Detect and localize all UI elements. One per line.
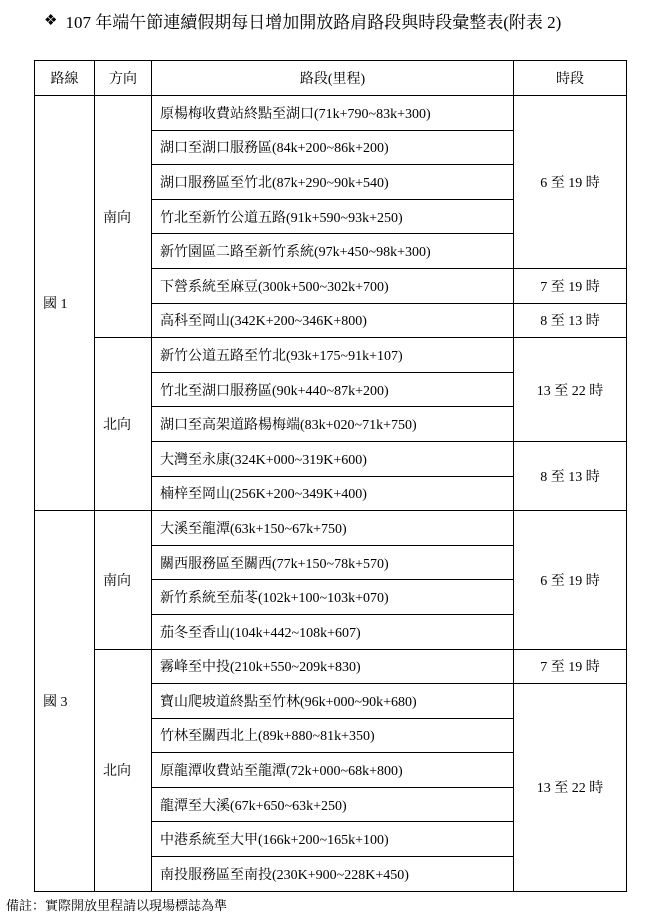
segment-cell: 中港系統至大甲(166k+200~165k+100)	[152, 822, 514, 857]
table-header-row	[35, 61, 627, 96]
segment-cell: 寶山爬坡道終點至竹林(96k+000~90k+680)	[152, 684, 514, 719]
segment-cell: 竹北至新竹公道五路(91k+590~93k+250)	[152, 199, 514, 234]
segment-cell: 楠梓至岡山(256K+200~349K+400)	[152, 476, 514, 511]
time-cell: 13 至 22 時	[514, 338, 627, 442]
segment-cell: 高科至岡山(342K+200~346K+800)	[152, 303, 514, 338]
segment-cell: 大溪至龍潭(63k+150~67k+750)	[152, 511, 514, 546]
direction-cell: 北向	[95, 338, 152, 511]
segment-cell: 新竹系統至茄苳(102k+100~103k+070)	[152, 580, 514, 615]
route-cell: 國 3	[35, 511, 95, 892]
time-cell: 6 至 19 時	[514, 511, 627, 649]
segment-cell: 原楊梅收費站終點至湖口(71k+790~83k+300)	[152, 96, 514, 131]
direction-cell: 南向	[95, 96, 152, 338]
segment-cell: 關西服務區至關西(77k+150~78k+570)	[152, 545, 514, 580]
footnote: 備註：實際開放里程請以現場標誌為準	[6, 898, 228, 913]
time-cell: 8 至 13 時	[514, 441, 627, 510]
segment-cell: 南投服務區至南投(230K+900~228K+450)	[152, 857, 514, 892]
shoulder-opening-table	[34, 60, 627, 892]
segment-cell: 湖口服務區至竹北(87k+290~90k+540)	[152, 165, 514, 200]
time-cell: 13 至 22 時	[514, 684, 627, 892]
route-cell: 國 1	[35, 96, 95, 511]
table-row	[35, 96, 627, 131]
header-time: 時段	[514, 61, 627, 96]
segment-cell: 大灣至永康(324K+000~319K+600)	[152, 441, 514, 476]
document-title	[44, 8, 561, 33]
segment-cell: 湖口至湖口服務區(84k+200~86k+200)	[152, 130, 514, 165]
segment-cell: 下營系統至麻豆(300k+500~302k+700)	[152, 268, 514, 303]
segment-cell: 新竹園區二路至新竹系統(97k+450~98k+300)	[152, 234, 514, 269]
time-cell: 7 至 19 時	[514, 268, 627, 303]
direction-cell: 北向	[95, 649, 152, 891]
direction-cell: 南向	[95, 511, 152, 649]
table-row	[35, 338, 627, 373]
segment-cell: 霧峰至中投(210k+550~209k+830)	[152, 649, 514, 684]
table-row	[35, 511, 627, 546]
header-route: 路線	[35, 61, 95, 96]
segment-cell: 新竹公道五路至竹北(93k+175~91k+107)	[152, 338, 514, 373]
diamond-bullet-icon: ❖	[44, 13, 58, 29]
segment-cell: 龍潭至大溪(67k+650~63k+250)	[152, 787, 514, 822]
title-text: 107 年端午節連續假期每日增加開放路肩路段與時段彙整表(附表 2)	[65, 13, 562, 32]
segment-cell: 茄冬至香山(104k+442~108k+607)	[152, 614, 514, 649]
segment-cell: 湖口至高架道路楊梅端(83k+020~71k+750)	[152, 407, 514, 442]
segment-cell: 竹林至關西北上(89k+880~81k+350)	[152, 718, 514, 753]
segment-cell: 原龍潭收費站至龍潭(72k+000~68k+800)	[152, 753, 514, 788]
table-row	[35, 649, 627, 684]
time-cell: 6 至 19 時	[514, 96, 627, 269]
header-segment: 路段(里程)	[152, 61, 514, 96]
time-cell: 8 至 13 時	[514, 303, 627, 338]
segment-cell: 竹北至湖口服務區(90k+440~87k+200)	[152, 372, 514, 407]
header-direction: 方向	[95, 61, 152, 96]
time-cell: 7 至 19 時	[514, 649, 627, 684]
